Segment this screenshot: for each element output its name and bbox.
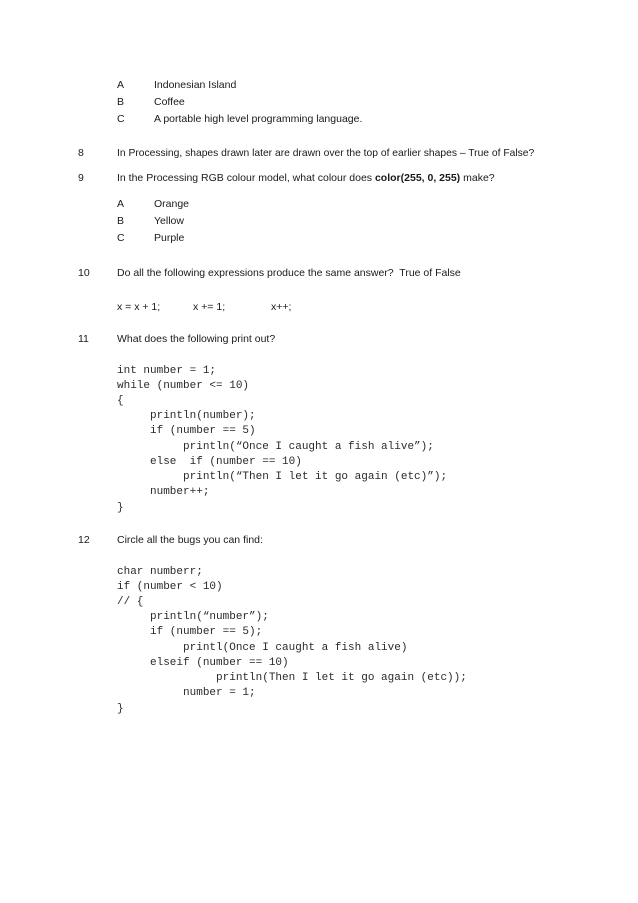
q9-question [117,172,495,185]
q11-code-line-8: println(“Then I let it go again (etc)”); [117,471,448,483]
q7-option-b-letter: B [117,96,125,108]
q12-code-line-2: if (number < 10) [117,581,223,593]
q9-text-bold: color(255, 0, 255) [374,172,461,184]
q12-code-line-4: println(“number”); [117,611,269,623]
q12-code-line-7: elseif (number == 10) [117,657,289,669]
q12-code-line-9: number = 1; [117,687,256,699]
q11-code-line-9: number++; [117,486,210,498]
q12-code-line-3: // { [117,596,144,608]
q9-option-a-text: Orange [154,198,190,210]
q12-code-line-6: printl(Once I caught a fish alive) [117,642,408,654]
q12-code-line-10: } [117,703,124,715]
q11-code-line-10: } [117,502,124,514]
q10-text: Do all the following expressions produce the same answer? True of False [117,267,461,279]
q10-expression-3: x++; [271,301,292,313]
q12-code-line-5: if (number == 5); [117,626,263,638]
q11-code-line-4: println(number); [117,410,256,422]
q11-code-line-7: else if (number == 10) [117,456,302,468]
q9-option-a-letter: A [117,198,125,210]
q11-code-line-5: if (number == 5) [117,425,256,437]
q11-code-line-3: { [117,395,124,407]
q9-option-c-text: Purple [154,232,185,244]
q11-text: What does the following print out? [117,333,276,345]
q7-option-a-letter: A [117,79,125,91]
q12-code-line-8: println(Then I let it go again (etc)); [117,672,467,684]
q10-expression-1: x = x + 1; [117,301,161,313]
q10-number: 10 [78,267,90,279]
q8-number: 8 [78,147,84,159]
q11-code-line-1: int number = 1; [117,365,217,377]
q7-option-a-text: Indonesian Island [154,79,237,91]
q8-text: In Processing, shapes drawn later are drawn over the top of earlier shapes – True of False? [117,148,535,159]
q7-option-b-text: Coffee [154,96,185,108]
q11-code-line-2: while (number <= 10) [117,380,250,392]
q7-option-c-letter: C [117,113,125,125]
q12-number: 12 [78,534,90,546]
q9-number: 9 [78,172,84,184]
q9-option-c-letter: C [117,232,125,244]
q7-option-c-text: A portable high level programming language. [154,113,363,125]
q10-expression-2: x += 1; [193,301,226,313]
q9-option-b-text: Yellow [154,215,184,227]
q12-code-line-1: char numberr; [117,566,203,578]
q11-code-line-6: println(“Once I caught a fish alive”); [117,441,434,453]
q9-text-before: In the Processing RGB colour model, what colour does [117,172,375,184]
q9-text-after: make? [460,172,495,184]
q12-text: Circle all the bugs you can find: [117,534,263,546]
q9-option-b-letter: B [117,215,125,227]
q11-number: 11 [78,333,89,345]
